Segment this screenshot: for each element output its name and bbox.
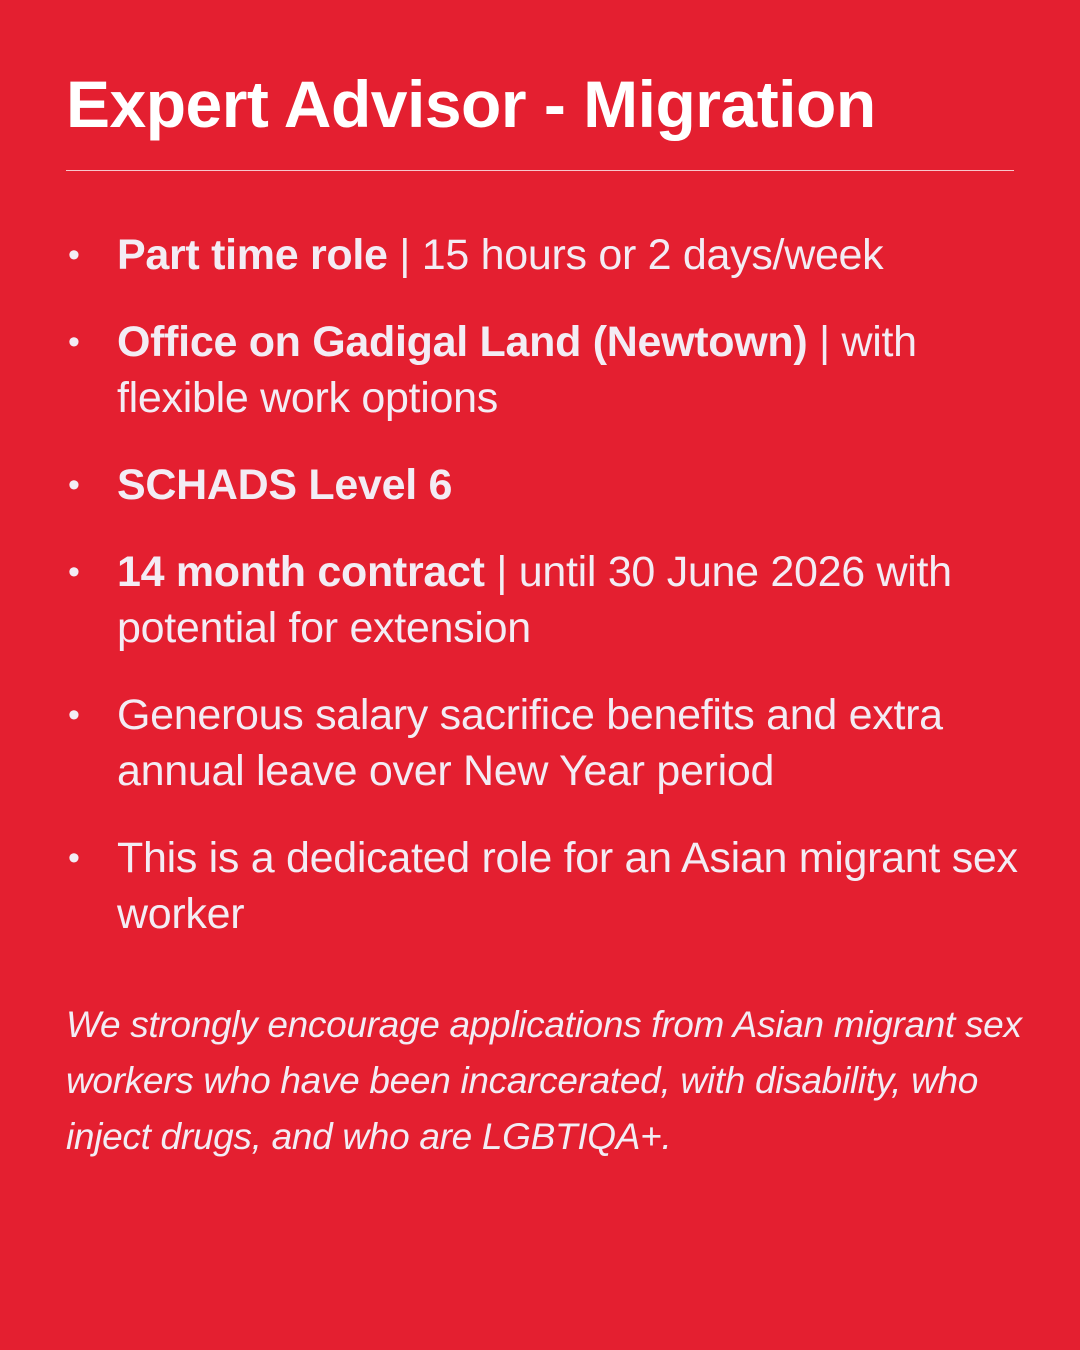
list-item-office — [0, 314, 1080, 426]
list-item-dedicated-role — [0, 830, 1080, 942]
title-divider — [66, 170, 1014, 171]
bullet-text: | with flexible work options — [117, 318, 917, 422]
bullet-text: Generous salary sacrifice benefits and extra annual leave over New Year period — [117, 691, 943, 795]
bullet-text: | 15 hours or 2 days/week — [387, 231, 884, 279]
list-item-level — [0, 457, 1080, 513]
role-details-list — [0, 227, 1080, 973]
bullet-icon: • — [68, 323, 80, 361]
list-item-contract — [0, 544, 1080, 656]
bullet-icon: • — [68, 236, 80, 274]
bullet-bold-text: Office on Gadigal Land (Newtown) — [117, 318, 808, 366]
bullet-text: | until 30 June 2026 with potential for extension — [117, 548, 952, 652]
bullet-icon: • — [68, 466, 80, 504]
encouragement-note: We strongly encourage applications from Asian migrant sex workers who have been incarcerated, with disability, who inject drugs, and who are LGBTIQA+. — [66, 1004, 1022, 1157]
bullet-icon: • — [68, 553, 80, 591]
bullet-icon: • — [68, 696, 80, 734]
page-title: Expert Advisor - Migration — [66, 67, 876, 141]
list-item-benefits — [0, 687, 1080, 799]
list-item-part-time — [0, 227, 1080, 283]
bullet-icon: • — [68, 839, 80, 877]
bullet-text: This is a dedicated role for an Asian migrant sex worker — [117, 834, 1018, 938]
bullet-bold-text: 14 month contract — [117, 548, 485, 596]
bullet-bold-text: SCHADS Level 6 — [117, 461, 453, 509]
bullet-bold-text: Part time role — [117, 231, 388, 279]
